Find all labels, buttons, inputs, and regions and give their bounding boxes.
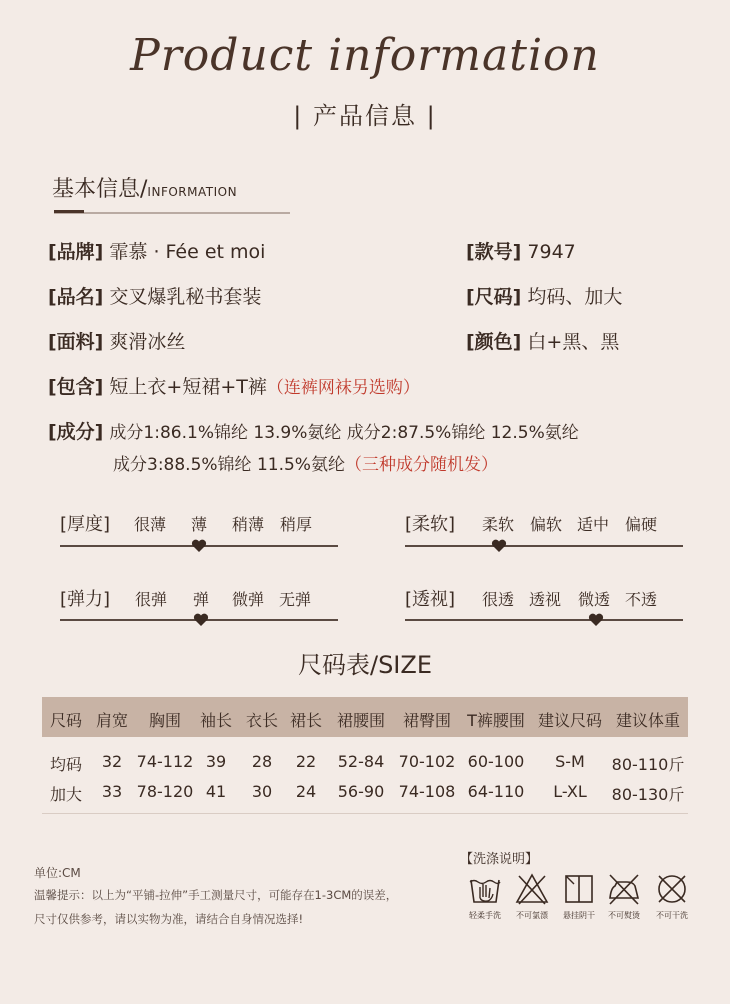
wash-label-dry: 悬挂阴干 [563,911,595,920]
include-key: [包含] [48,376,104,398]
softness-option-1: 柔软 [482,515,515,534]
hand-wash-icon [468,872,502,906]
unit-note: 单位:CM [34,866,81,880]
sheerness-label: [透视] [405,589,456,610]
col-sleeve: 袖长 [199,711,232,730]
table-cell: 加大 [49,785,82,804]
size-table-title: 尺码表/SIZE [297,651,432,679]
fabric-key: [面料] [48,331,104,353]
script-title: Product information [130,30,600,81]
fabric-value: 爽滑冰丝 [109,331,186,353]
col-shoulder: 肩宽 [95,711,128,730]
section-title: 基本信息/ [52,177,148,202]
wash-label-iron: 不可熨烫 [608,911,640,920]
table-cell: 24 [295,782,317,801]
table-cell: S-M [555,752,585,771]
include-note: （连裤网袜另选购） [266,378,420,398]
name-key: [品名] [48,286,104,308]
col-skirt-waist: 裙腰围 [336,711,385,730]
col-skirt-length: 裙长 [289,711,322,730]
thickness-option-4: 稍厚 [280,515,313,534]
table-cell: 74-112 [136,752,194,771]
col-rec-size: 建议尺码 [537,711,602,730]
section-heading [52,172,237,203]
brand-value: 霏慕 · Fée et moi [109,241,266,263]
col-t-waist: T裤腰围 [467,711,525,730]
composition-row-2 [113,450,498,475]
thickness-option-3: 稍薄 [232,515,265,534]
include-row [48,372,420,399]
elasticity-label: [弹力] [60,589,111,610]
sheerness-heart-icon [588,613,604,627]
section-subtitle: INFORMATION [147,185,238,199]
elasticity-option-2: 弹 [193,590,210,609]
sheerness-option-2: 透视 [529,590,562,609]
softness-option-3: 适中 [577,515,610,534]
size-row [466,282,622,309]
softness-heart-icon [491,539,507,553]
page-title: | 产品信息 | [293,102,437,130]
style-value: 7947 [527,241,576,263]
softness-option-2: 偏软 [530,515,563,534]
wash-title: 【洗涤说明】 [460,852,539,867]
table-cell: 39 [205,752,227,771]
col-size: 尺码 [49,711,82,730]
composition-key: [成分] [48,421,104,443]
table-cell: 32 [101,752,123,771]
no-bleach-icon [515,872,549,906]
composition-line1: 成分1:86.1%锦纶 13.9%氨纶 成分2:87.5%锦纶 12.5%氨纶 [109,423,579,443]
color-key: [颜色] [466,331,522,353]
thickness-label: [厚度] [60,514,111,535]
table-cell: 33 [101,782,123,801]
style-key: [款号] [466,241,522,263]
elasticity-option-1: 很弹 [135,590,168,609]
wash-label-bleach: 不可氯漂 [516,911,548,920]
sheerness-option-3: 微透 [578,590,611,609]
size-key: [尺码] [466,286,522,308]
table-cell: 52-84 [337,752,385,771]
tip-line-2: 尺寸仅供参考，请以实物为准，请结合自身情况选择! [34,912,304,926]
thickness-heart-icon [191,539,207,553]
size-value: 均码、加大 [527,286,623,308]
section-divider-accent [54,210,84,213]
composition-row [48,417,579,444]
col-rec-weight: 建议体重 [615,711,680,730]
elasticity-option-4: 无弹 [279,590,312,609]
name-row [48,282,261,309]
softness-label: [柔软] [405,514,456,535]
sheerness-option-4: 不透 [625,590,658,609]
composition-line2: 成分3:88.5%锦纶 11.5%氨纶 [113,455,345,475]
table-cell: 28 [251,752,273,771]
composition-note: （三种成分随机发） [344,455,498,475]
no-iron-icon [607,872,641,906]
sheerness-option-1: 很透 [482,590,515,609]
thickness-option-1: 很薄 [134,515,167,534]
table-cell: 30 [251,782,273,801]
sheerness-track [405,619,683,621]
elasticity-heart-icon [193,613,209,627]
wash-label-dryclean: 不可干洗 [656,911,688,920]
style-row [466,237,576,264]
table-cell: L-XL [553,782,587,801]
table-cell: 均码 [49,755,82,774]
softness-track [405,545,683,547]
table-cell: 22 [295,752,317,771]
fabric-row [48,327,185,354]
hang-dry-icon [562,872,596,906]
table-cell: 64-110 [467,782,525,801]
no-dry-clean-icon [655,872,689,906]
color-value: 白+黑、黑 [527,331,620,353]
table-cell: 80-110斤 [611,755,685,774]
table-cell: 74-108 [398,782,456,801]
elasticity-option-3: 微弹 [232,590,265,609]
col-skirt-hip: 裙臀围 [402,711,451,730]
table-cell: 78-120 [136,782,194,801]
table-cell: 60-100 [467,752,525,771]
softness-option-4: 偏硬 [625,515,658,534]
tip-line-1: 温馨提示：以上为“平铺-拉伸”手工测量尺寸，可能存在1-3CM的误差， [34,888,398,902]
color-row [466,327,619,354]
wash-label-hand: 轻柔手洗 [469,911,501,920]
brand-key: [品牌] [48,241,104,263]
table-cell: 80-130斤 [611,785,685,804]
section-divider [54,212,290,214]
col-bust: 胸围 [148,711,181,730]
table-cell: 70-102 [398,752,456,771]
brand-row [48,237,265,264]
include-value: 短上衣+短裙+T裤 [109,376,267,398]
thickness-option-2: 薄 [191,515,208,534]
col-top-length: 衣长 [245,711,278,730]
table-cell: 41 [205,782,227,801]
table-cell: 56-90 [337,782,385,801]
table-divider [42,813,688,814]
name-value: 交叉爆乳秘书套装 [109,286,262,308]
